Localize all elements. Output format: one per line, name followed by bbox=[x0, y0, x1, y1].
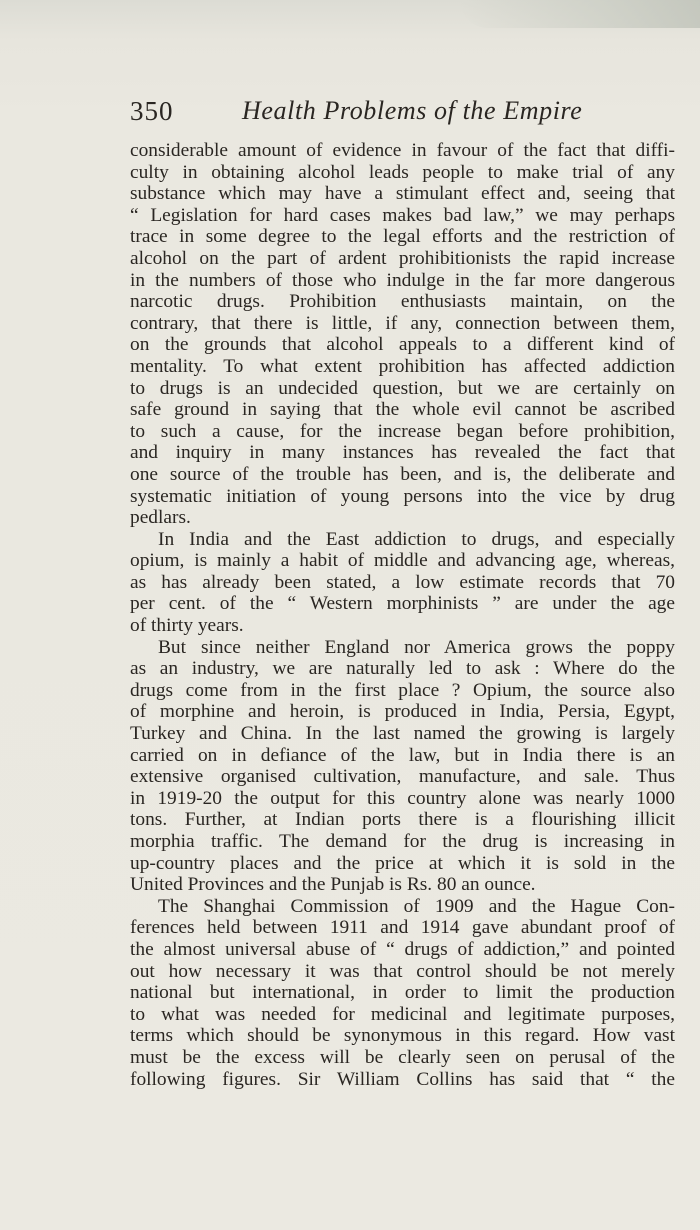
text-line: to what was needed for medicinal and legitimate purposes, bbox=[130, 1003, 675, 1025]
text-line: one source of the trouble has been, and is, the deliberate and bbox=[130, 463, 675, 485]
text-line: narcotic drugs. Prohibition enthusiasts maintain, on the bbox=[130, 291, 675, 313]
text-line: opium, is mainly a habit of middle and advancing age, whereas, bbox=[130, 550, 675, 572]
text-line: per cent. of the “ Western morphinists ” are under the age bbox=[130, 593, 675, 615]
text-line: national but international, in order to limit the production bbox=[130, 982, 675, 1004]
text-line: contrary, that there is little, if any, connection between them, bbox=[130, 312, 675, 334]
text-line: in the numbers of those who indulge in the far more dangerous bbox=[130, 269, 675, 291]
text-line: trace in some degree to the legal efforts and the restriction of bbox=[130, 226, 675, 248]
text-line: The Shanghai Commission of 1909 and the Hague Con- bbox=[158, 895, 675, 917]
text-line: out how necessary it was that control should be not merely bbox=[130, 960, 675, 982]
text-line: morphia traffic. The demand for the drug is increasing in bbox=[130, 831, 675, 852]
text-line: systematic initiation of young persons into the vice by drug bbox=[130, 485, 675, 507]
paragraph bbox=[130, 896, 675, 1090]
text-line: up-country places and the price at which it is sold in the bbox=[130, 852, 675, 874]
text-line: pedlars. bbox=[130, 507, 191, 529]
text-line: of thirty years. bbox=[130, 615, 244, 637]
text-line: on the grounds that alcohol appeals to a different kind of bbox=[130, 334, 675, 356]
paragraph bbox=[130, 637, 675, 896]
page-edge-shadow bbox=[460, 0, 700, 28]
text-line: the almost universal abuse of “ drugs of addiction,” and pointed bbox=[130, 938, 675, 960]
text-line: must be the excess will be clearly seen on perusal of the bbox=[130, 1046, 675, 1068]
page-number: 350 bbox=[130, 96, 174, 126]
text-line: Turkey and China. In the last named the growing is largely bbox=[130, 723, 675, 745]
text-line: to drugs is an undecided question, but we are certainly on bbox=[130, 377, 675, 399]
paragraph bbox=[130, 140, 675, 529]
page-header bbox=[130, 96, 675, 136]
text-line: in 1919-20 the output for this country alone was nearly 1000 bbox=[130, 787, 675, 809]
text-line: as has already been stated, a low estimate records that 70 bbox=[130, 571, 675, 593]
text-line: extensive organised cultivation, manufacture, and sale. Thus bbox=[130, 766, 675, 788]
text-line: and inquiry in many instances has revealed the fact that bbox=[130, 442, 675, 464]
text-line: mentality. To what extent prohibition has affected addiction bbox=[130, 355, 675, 377]
text-line: terms which should be synonymous in this regard. How vast bbox=[130, 1025, 675, 1047]
running-head: Health Problems of the Empire bbox=[242, 96, 583, 125]
text-line: In India and the East addiction to drugs, and especially bbox=[158, 528, 675, 550]
text-line: alcohol on the part of ardent prohibitionists the rapid increase bbox=[130, 247, 675, 269]
paragraph bbox=[130, 529, 675, 637]
text-line: ferences held between 1911 and 1914 gave abundant proof of bbox=[130, 917, 675, 939]
text-line: But since neither England nor America grows the poppy bbox=[158, 636, 675, 658]
text-line: carried on in defiance of the law, but in India there is an bbox=[130, 744, 675, 766]
text-line: United Provinces and the Punjab is Rs. 80 an ounce. bbox=[130, 874, 536, 896]
text-line: of morphine and heroin, is produced in India, Persia, Egypt, bbox=[130, 701, 675, 723]
text-line: to such a cause, for the increase began before prohibition, bbox=[130, 420, 675, 442]
text-line: substance which may have a stimulant effect and, seeing that bbox=[130, 183, 675, 205]
text-line: culty in obtaining alcohol leads people to make trial of any bbox=[130, 161, 675, 183]
text-line: as an industry, we are naturally led to ask : Where do the bbox=[130, 658, 675, 680]
text-line: “ Legislation for hard cases makes bad law,” we may perhaps bbox=[130, 204, 675, 226]
text-line: considerable amount of evidence in favour of the fact that diffi- bbox=[130, 140, 675, 161]
text-line: safe ground in saying that the whole evil cannot be ascribed bbox=[130, 399, 675, 421]
text-line: following figures. Sir William Collins has said that “ the bbox=[130, 1068, 675, 1090]
text-line: drugs come from in the first place ? Opium, the source also bbox=[130, 679, 675, 701]
body-text bbox=[130, 140, 675, 1090]
text-line: tons. Further, at Indian ports there is a flourishing illicit bbox=[130, 809, 675, 831]
